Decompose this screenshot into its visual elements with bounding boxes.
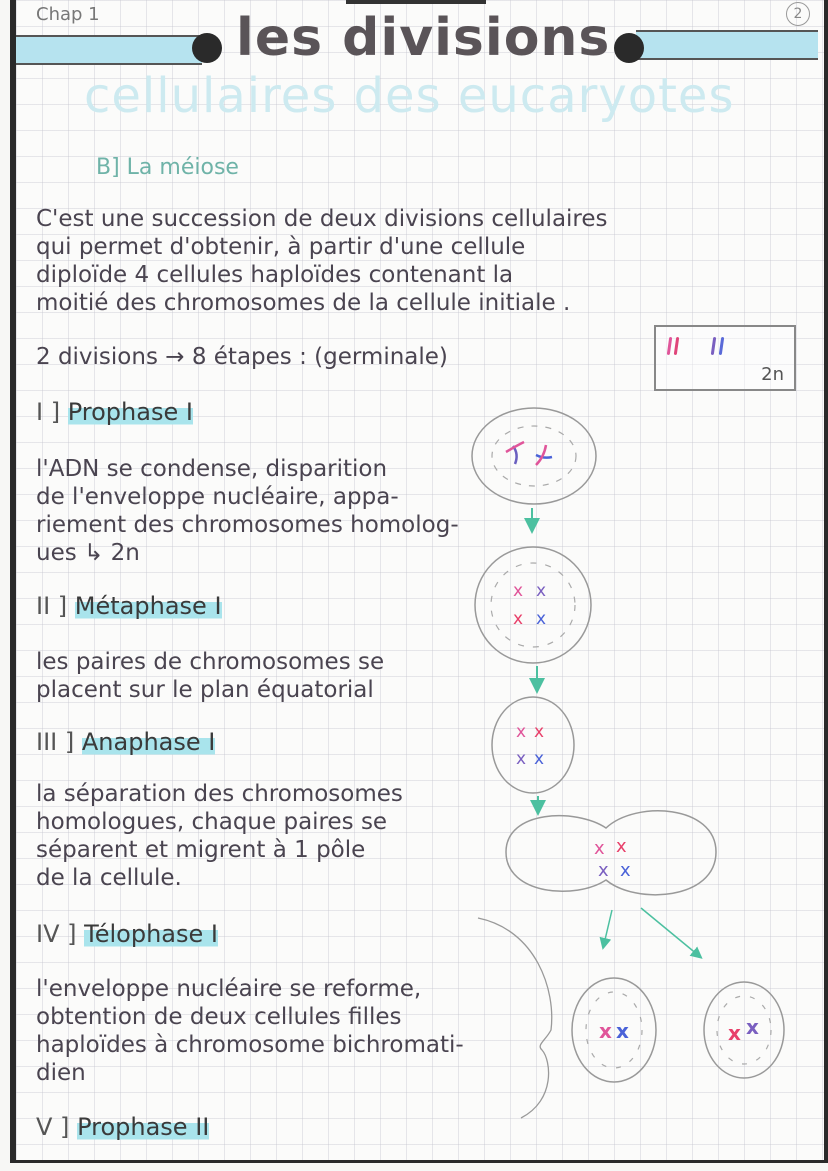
description-line: de la cellule. [36, 865, 182, 891]
description-line: haploïdes à chromosome bichromati- [36, 1032, 464, 1058]
svg-text:x: x [599, 1019, 612, 1043]
svg-text:x: x [746, 1015, 759, 1039]
dividing-cell-icon [506, 811, 716, 895]
daughter-cell-left-icon [572, 978, 656, 1082]
page-title: les divisions [236, 8, 611, 68]
phase-number: IV ] [36, 920, 77, 948]
description-line: l'ADN se condense, disparition [36, 456, 388, 482]
phase-number: III ] [36, 728, 75, 756]
description-line: de l'enveloppe nucléaire, appa- [36, 484, 399, 510]
svg-text:x: x [616, 836, 627, 857]
arrow-icon [604, 910, 612, 944]
description-line: l'enveloppe nucléaire se reforme, [36, 976, 422, 1002]
chapter-label: Chap 1 [36, 4, 100, 25]
svg-text:x: x [516, 749, 527, 769]
description-line: homologues, chaque paires se [36, 809, 388, 835]
page-number: 2 [786, 2, 810, 26]
phase-name: Métaphase I [74, 592, 222, 620]
intro-line: moitié des chromosomes de la cellule initiale . [36, 290, 571, 316]
phase-number: V ] [36, 1113, 70, 1141]
page-subtitle: cellulaires des eucaryotes [84, 68, 735, 124]
anaphase-cell-icon [492, 697, 574, 793]
svg-text:x: x [594, 838, 605, 859]
svg-text:x: x [616, 1019, 629, 1043]
description-line: la séparation des chromosomes [36, 781, 403, 807]
intro-line: diploïde 4 cellules haploïdes contenant la [36, 262, 514, 288]
intro-line: C'est une succession de deux divisions cellulaires [36, 206, 608, 232]
ploidy-label: 2n [761, 364, 784, 385]
description-line: les paires de chromosomes se [36, 649, 385, 675]
phase-name: Prophase II [77, 1113, 210, 1141]
phase-name: Anaphase I [81, 728, 216, 756]
description-line: ues ↳ 2n [36, 540, 140, 566]
meiosis-diagram [16, 0, 824, 1160]
daughter-cell-right-icon [704, 982, 784, 1078]
arrow-icon [641, 908, 698, 955]
description-line: riement des chromosomes homolog- [36, 512, 459, 538]
description-line: dien [36, 1060, 86, 1086]
intro-line: qui permet d'obtenir, à partir d'une cellule [36, 234, 526, 260]
svg-text:x: x [534, 722, 545, 742]
phase-name: Prophase I [67, 398, 193, 426]
svg-text:x: x [513, 581, 524, 601]
svg-text:x: x [534, 749, 545, 769]
svg-text:x: x [620, 860, 631, 881]
notebook-page [10, 0, 828, 1163]
svg-text:x: x [516, 722, 527, 742]
svg-text:x: x [513, 609, 524, 629]
phase-number: I ] [36, 398, 61, 426]
description-line: obtention de deux cellules filles [36, 1004, 402, 1030]
svg-text:x: x [598, 860, 609, 881]
description-line: séparent et migrent à 1 pôle [36, 837, 366, 863]
svg-text:x: x [728, 1021, 741, 1045]
svg-text:x: x [536, 609, 547, 629]
svg-text:x: x [536, 581, 547, 601]
bracket-curve [478, 918, 552, 1118]
metaphase-cell-icon [475, 547, 591, 663]
description-line: placent sur le plan équatorial [36, 677, 374, 703]
summary-line: 2 divisions → 8 étapes : (germinale) [36, 344, 448, 370]
phase-name: Télophase I [84, 920, 218, 948]
section-heading: B] La méiose [96, 155, 239, 180]
prophase-cell-icon [472, 408, 596, 504]
phase-number: II ] [36, 592, 68, 620]
